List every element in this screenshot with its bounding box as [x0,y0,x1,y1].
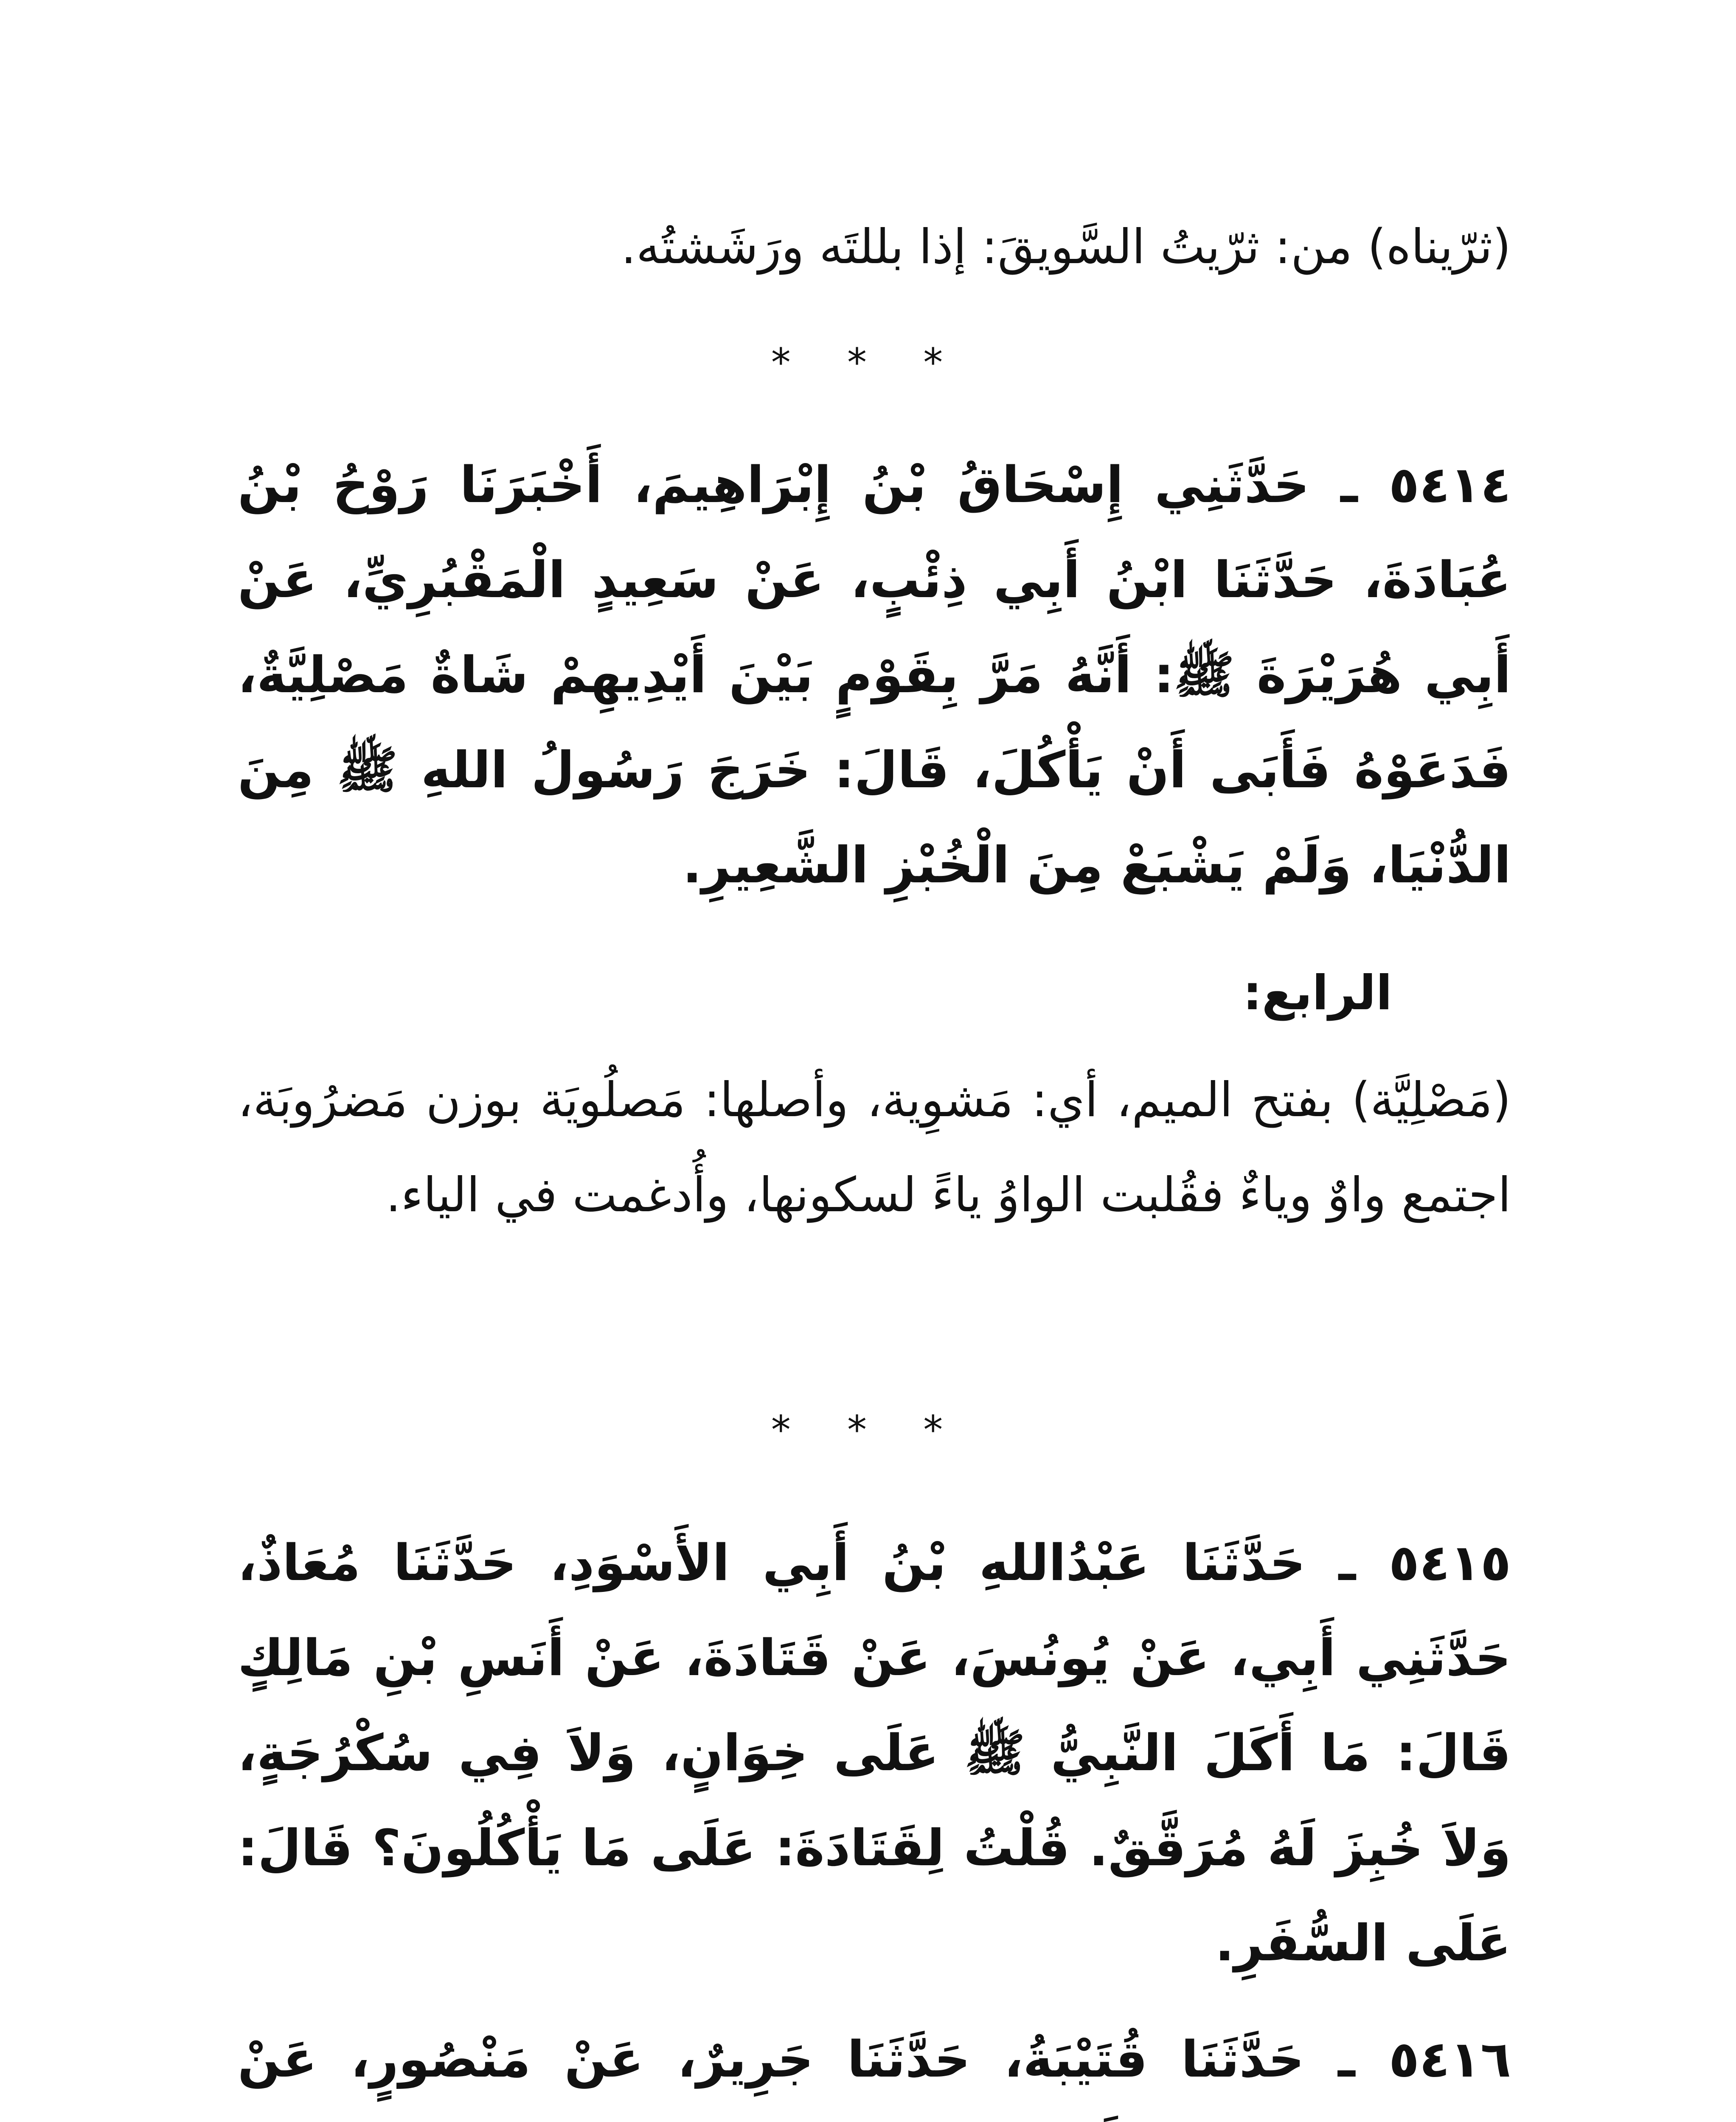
hadith-5416: ٥٤١٦ ـ حَدَّثَنَا قُتَيْبَةُ، حَدَّثَنَا جَرِيرٌ، عَنْ مَنْصُورٍ، عَنْ [238,2030,1511,2088]
hadith-5415: ٥٤١٥ ـ حَدَّثَنَا عَبْدُاللهِ بْنُ أَبِي الأَسْوَدِ، حَدَّثَنَا مُعَاذٌ، حَدَّثَنِي أَبِي، عَنْ يُونُسَ، عَنْ قَتَادَةَ، عَنْ أَنَسِ بْنِ مَالِكٍ قَالَ: مَا أَكَلَ النَّبِيُّ ﷺ عَلَى خِوَانٍ، وَلاَ فِي سُكْرُجَةٍ، وَلاَ خُبِزَ لَهُ مُرَقَّقٌ. قُلْتُ لِقَتَادَةَ: عَلَى مَا يَأْكُلُونَ؟ قَالَ: عَلَى السُّفَرِ. [238,1533,1511,1972]
top-note: (ثرّيناه) من: ثرّيتُ السَّويقَ: إذا بللتَه ورَشَشتُه. [621,219,1511,275]
section-separator: * * * [771,1407,965,1453]
section-heading: الرابع: [1243,966,1392,1021]
commentary-paragraph: (مَصْلِيَّة) بفتح الميم، أي: مَشوِية، وأصلها: مَصلُويَة بوزن مَضرُوبَة، اجتمع واوٌ وياءٌ فقُلبت الواوُ ياءً لسكونها، وأُدغمت في الياء. [238,1072,1511,1223]
hadith-5414: ٥٤١٤ ـ حَدَّثَنِي إِسْحَاقُ بْنُ إِبْرَاهِيمَ، أَخْبَرَنَا رَوْحُ بْنُ عُبَادَةَ، حَدَّثَنَا ابْنُ أَبِي ذِئْبٍ، عَنْ سَعِيدٍ الْمَقْبُرِيِّ، عَنْ أَبِي هُرَيْرَةَ ﷺ: أَنَّهُ مَرَّ بِقَوْمٍ بَيْنَ أَيْدِيهِمْ شَاةٌ مَصْلِيَّةٌ، فَدَعَوْهُ فَأَبَى أَنْ يَأْكُلَ، قَالَ: خَرَجَ رَسُولُ اللهِ ﷺ مِنَ الدُّنْيَا، وَلَمْ يَشْبَعْ مِنَ الْخُبْزِ الشَّعِيرِ. [238,455,1511,894]
section-separator: * * * [771,340,965,385]
